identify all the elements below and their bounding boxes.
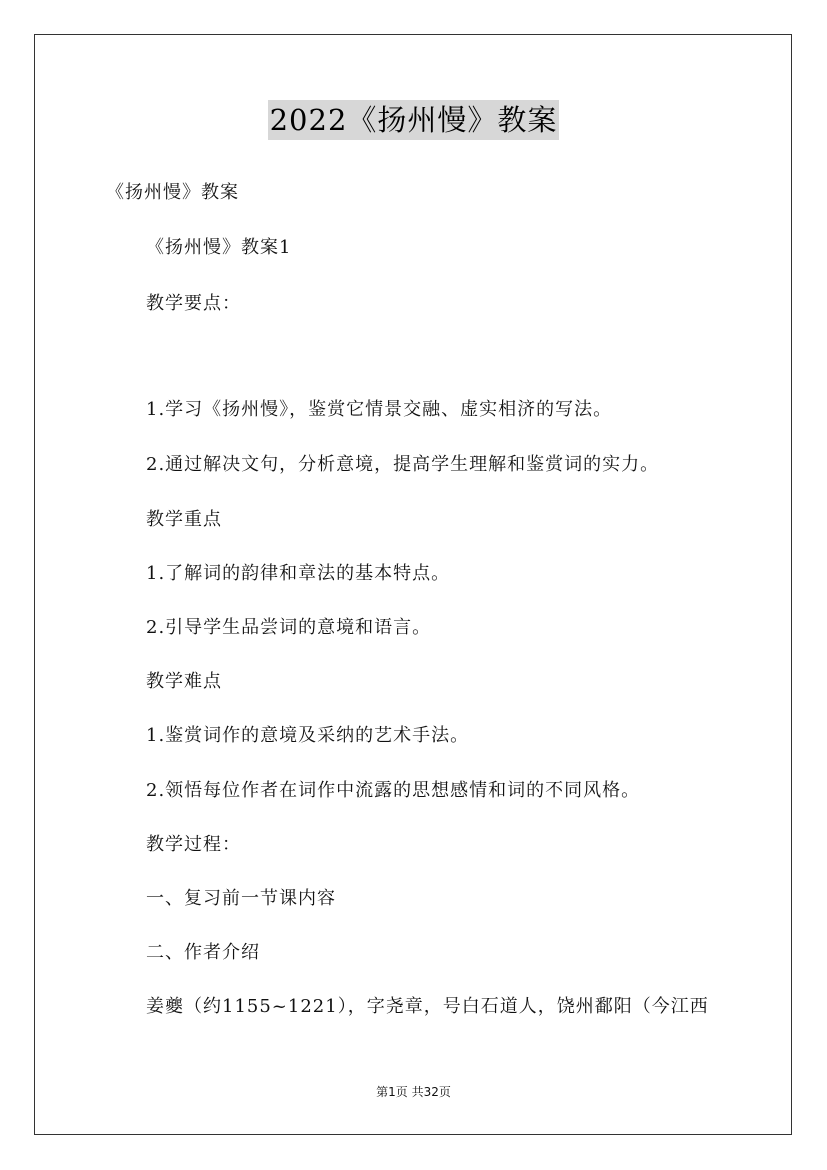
paragraph-difficulty-1: 1.鉴赏词作的意境及采纳的艺术手法。: [146, 725, 470, 746]
paragraph-key-points-label: 教学重点: [146, 509, 222, 530]
paragraph-difficulty-2: 2.领悟每位作者在词作中流露的思想感情和词的不同风格。: [146, 780, 641, 801]
paragraph-review: 一、复习前一节课内容: [146, 888, 336, 909]
document-title: 2022《扬州慢》教案: [268, 100, 560, 140]
paragraph-key-point-2: 2.引导学生品尝词的意境和语言。: [146, 617, 432, 638]
paragraph-process-label: 教学过程：: [146, 834, 241, 855]
paragraph-key-point-1: 1.了解词的韵律和章法的基本特点。: [146, 563, 451, 584]
page-footer: 第1页 共32页: [376, 1085, 451, 1099]
paragraph-author-bio: 姜夔（约1155~1221），字尧章，号白石道人，饶州鄱阳（今江西: [146, 996, 709, 1017]
paragraph-difficulty-label: 教学难点: [146, 671, 222, 692]
paragraph-teaching-points-label: 教学要点：: [146, 293, 241, 314]
section-heading: 《扬州慢》教案: [106, 182, 239, 203]
paragraph-point-1: 1.学习《扬州慢》，鉴赏它情景交融、虚实相济的写法。: [146, 399, 613, 420]
subsection-heading: 《扬州慢》教案1: [146, 237, 292, 258]
paragraph-author-intro-label: 二、作者介绍: [146, 942, 260, 963]
title-container: [0, 100, 827, 140]
paragraph-point-2: 2.通过解决文句，分析意境，提高学生理解和鉴赏词的实力。: [146, 454, 660, 475]
